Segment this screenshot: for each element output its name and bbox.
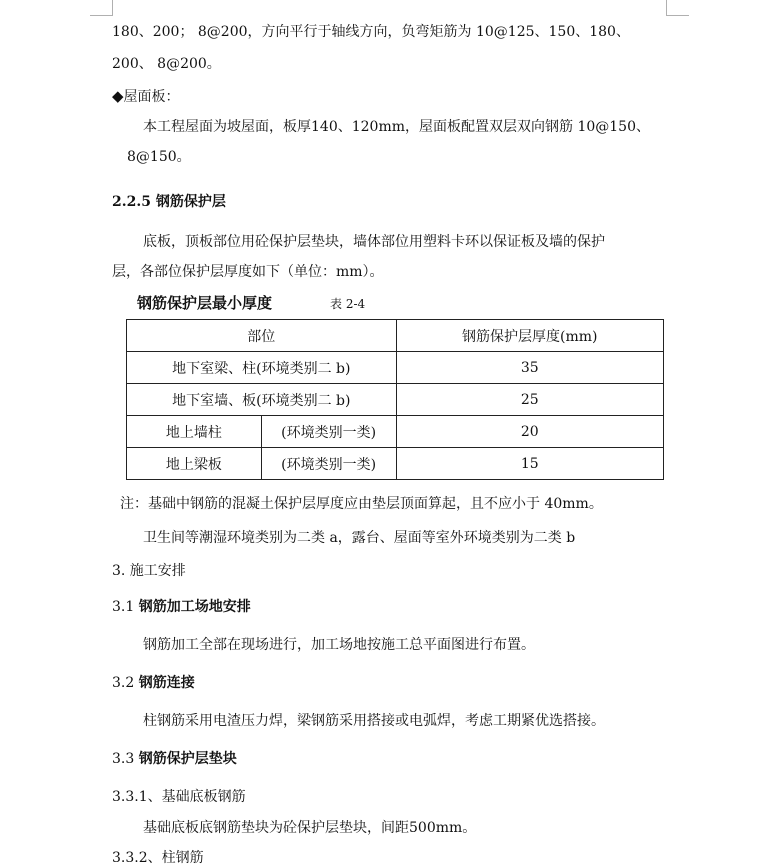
note-line: 注：基础中钢筋的混凝土保护层厚度应由垫层顶面算起，且不应小于 40mm。 xyxy=(120,496,603,512)
crop-mark-left-horizontal xyxy=(90,15,113,16)
roof-heading-label: 屋面板： xyxy=(123,89,180,105)
table-cell: 25 xyxy=(396,384,663,416)
paragraph-line: 钢筋加工全部在现场进行，加工场地按施工总平面图进行布置。 xyxy=(143,637,535,653)
table-cell: (环境类别一类) xyxy=(261,448,396,480)
paragraph-line: 基础底板底钢筋垫块为砼保护层垫块，间距500mm。 xyxy=(143,820,477,836)
section-heading xyxy=(112,749,237,769)
paragraph-line: 180、200； 8@200，方向平行于轴线方向，负弯矩筋为 10@125、150、180、 xyxy=(112,24,630,40)
section-title: 钢筋连接 xyxy=(138,675,195,691)
roof-heading xyxy=(112,86,180,107)
paragraph-line: 8@150。 xyxy=(127,149,191,165)
paragraph-line: 层，各部位保护层厚度如下（单位：mm）。 xyxy=(112,264,384,280)
crop-mark-left-vertical xyxy=(112,0,113,16)
section-heading xyxy=(112,597,251,617)
table-cell: 地下室梁、柱(环境类别二 b) xyxy=(127,352,397,384)
table-row xyxy=(127,448,664,480)
paragraph-line: 底板，顶板部位用砼保护层垫块，墙体部位用塑料卡环以保证板及墙的保护 xyxy=(143,234,605,250)
table-cell: 20 xyxy=(396,416,663,448)
table-cell: 地上梁板 xyxy=(127,448,262,480)
section-title: 钢筋保护层垫块 xyxy=(138,751,237,767)
table-cell: 地上墙柱 xyxy=(127,416,262,448)
crop-mark-right-vertical xyxy=(666,0,667,16)
table-header-cell: 钢筋保护层厚度(mm) xyxy=(396,320,663,352)
crop-mark-right-horizontal xyxy=(666,15,689,16)
table-cell: (环境类别一类) xyxy=(261,416,396,448)
section-heading: 3. 施工安排 xyxy=(112,563,186,579)
paragraph-line: 柱钢筋采用电渣压力焊，梁钢筋采用搭接或电弧焊，考虑工期紧优选搭接。 xyxy=(143,713,605,729)
table-header-cell: 部位 xyxy=(127,320,397,352)
table-cell: 15 xyxy=(396,448,663,480)
section-number: 3.1 xyxy=(112,599,135,615)
paragraph-line: 200、 8@200。 xyxy=(112,56,221,72)
paragraph-line: 本工程屋面为坡屋面，板厚140、120mm，屋面板配置双层双向钢筋 10@150、 xyxy=(143,119,650,135)
section-title: 钢筋加工场地安排 xyxy=(138,599,251,615)
table-row xyxy=(127,416,664,448)
section-number: 3.3 xyxy=(112,751,135,767)
section-number: 3.2 xyxy=(112,675,135,691)
subsection-heading: 3.3.1、基础底板钢筋 xyxy=(112,789,246,805)
diamond-bullet-icon: ◆ xyxy=(112,87,124,105)
table-number: 表 2-4 xyxy=(330,297,366,311)
section-heading xyxy=(112,673,195,693)
section-heading: 2.2.5 钢筋保护层 xyxy=(112,194,226,210)
table-row xyxy=(127,352,664,384)
table-row xyxy=(127,384,664,416)
subsection-heading: 3.3.2、柱钢筋 xyxy=(112,850,204,866)
table-cell: 35 xyxy=(396,352,663,384)
table-header-row xyxy=(127,320,664,352)
table-cell: 地下室墙、板(环境类别二 b) xyxy=(127,384,397,416)
cover-thickness-table xyxy=(126,319,664,480)
note-line: 卫生间等潮湿环境类别为二类 a，露台、屋面等室外环境类别为二类 b xyxy=(143,530,576,546)
table-title: 钢筋保护层最小厚度 xyxy=(137,294,273,312)
